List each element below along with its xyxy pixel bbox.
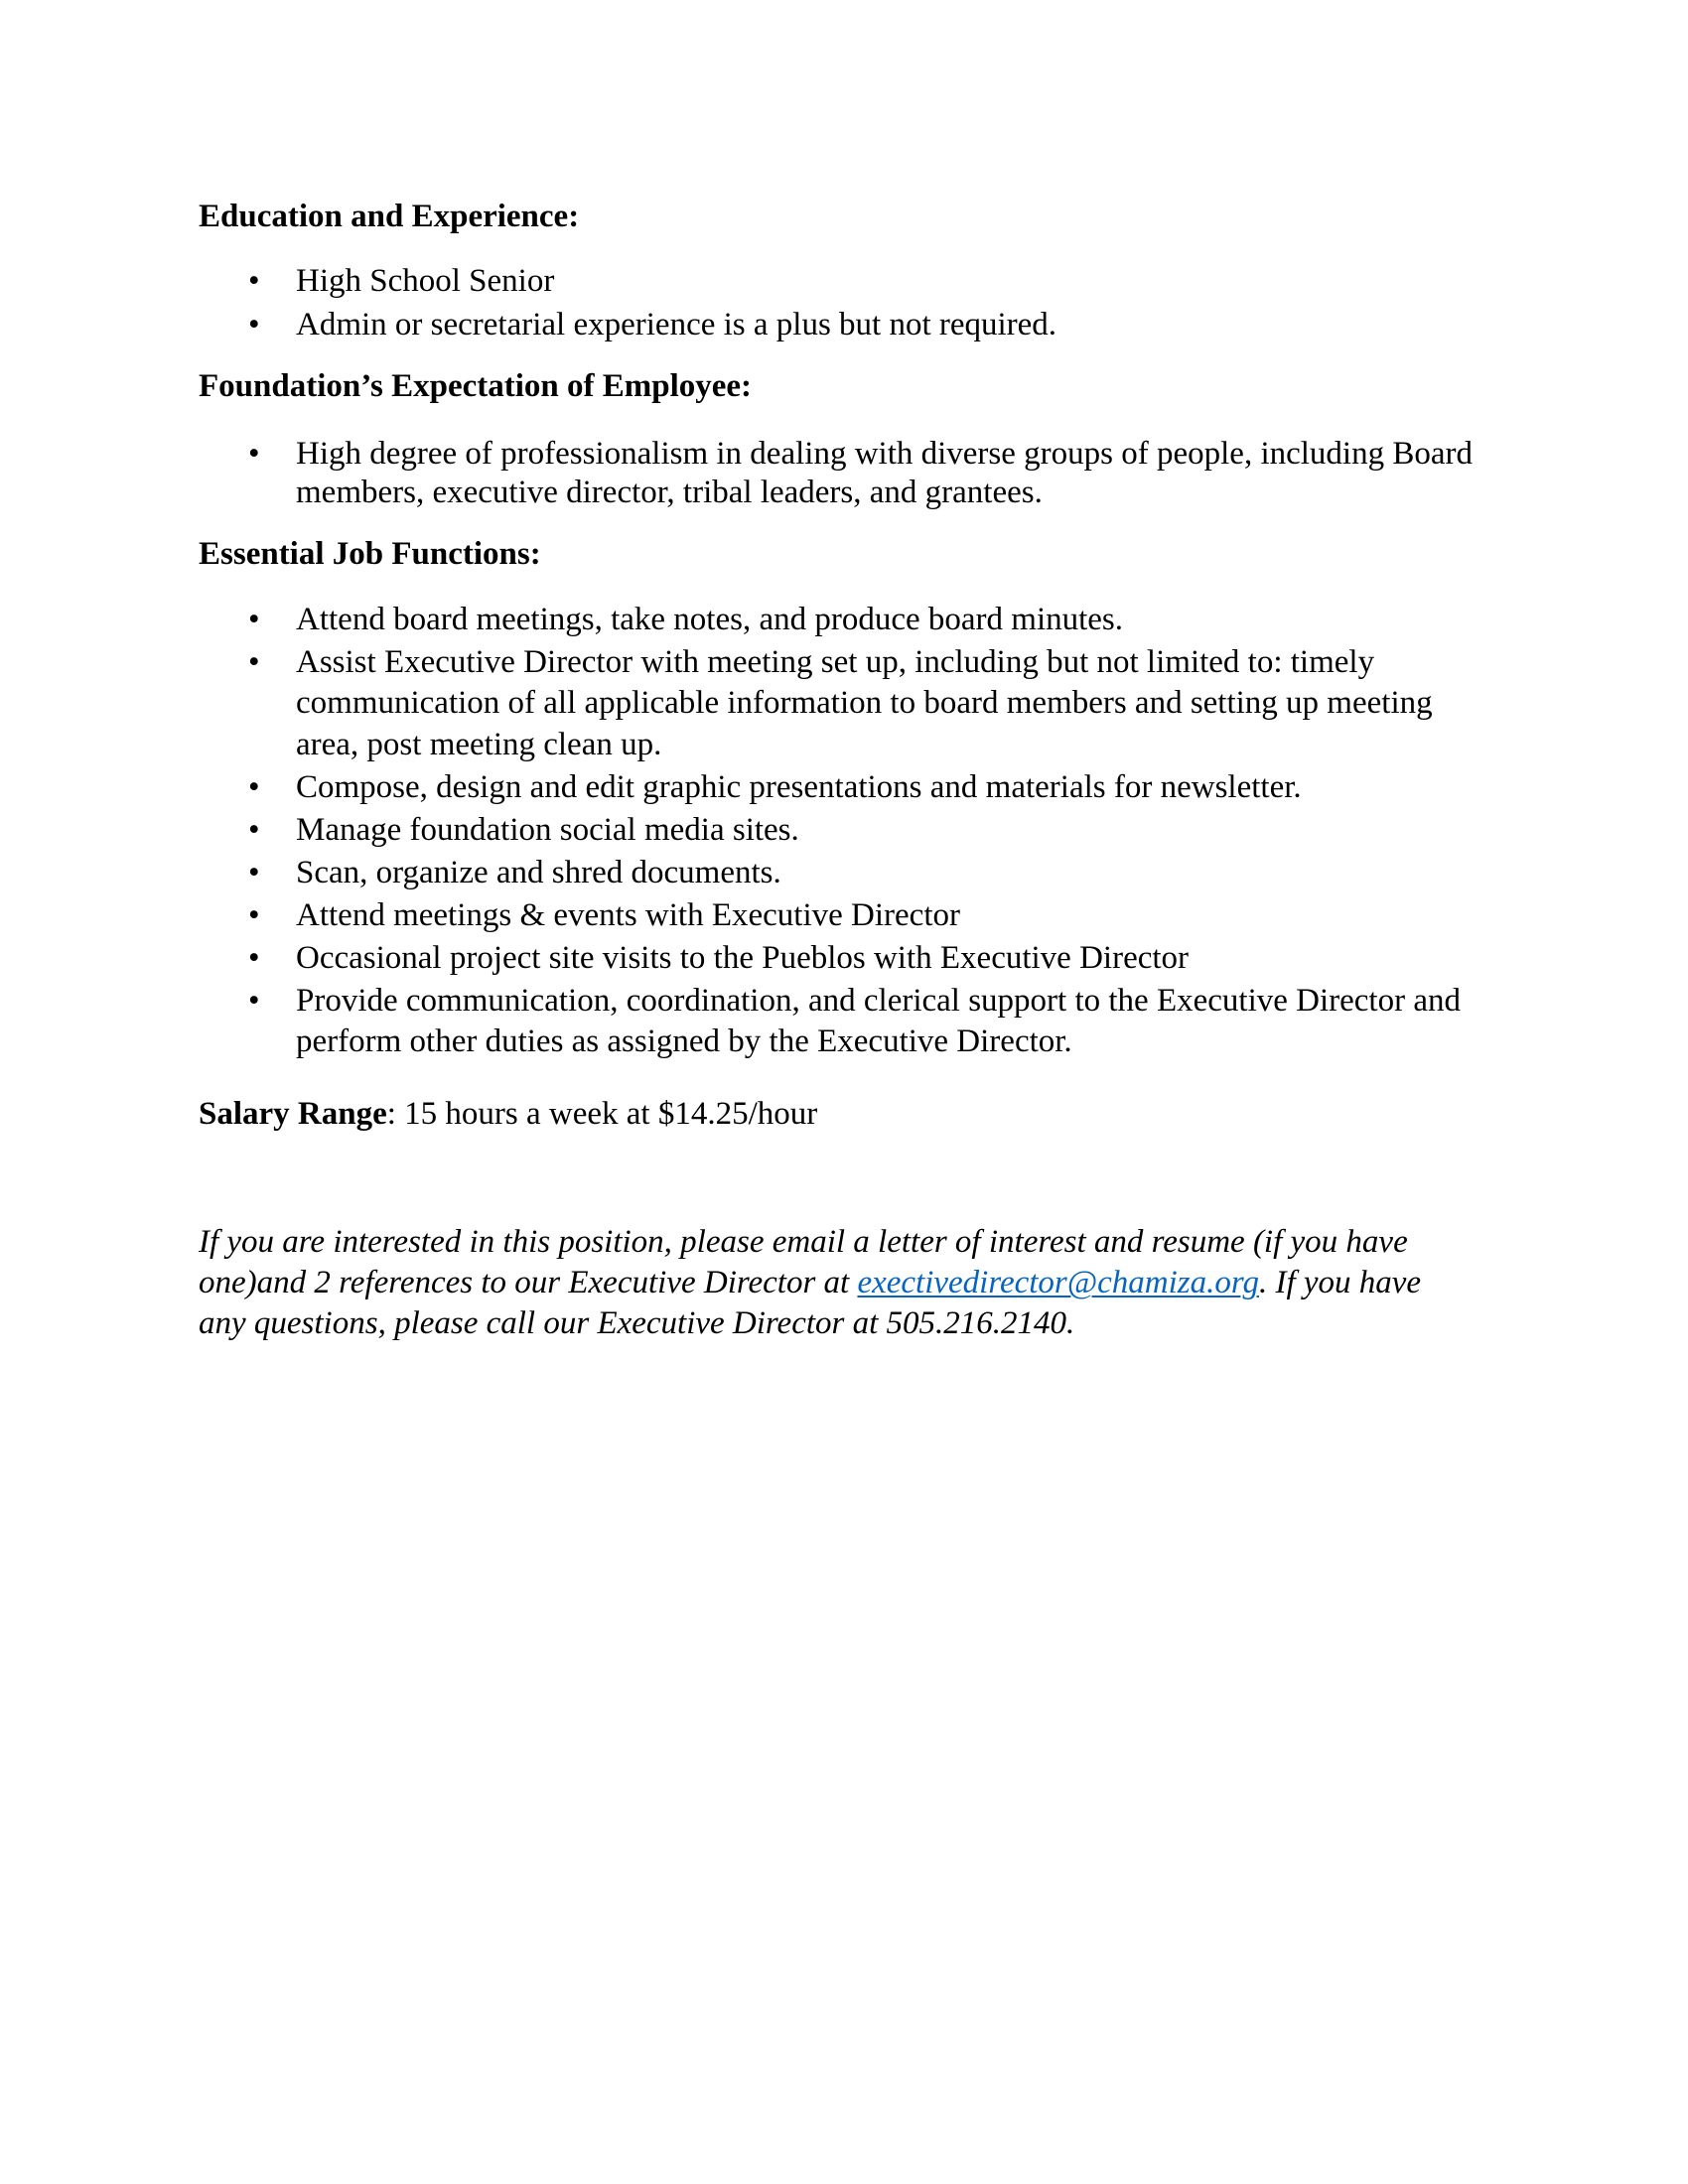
list-item: High School Senior — [296, 263, 555, 299]
bullet-icon: • — [248, 307, 260, 342]
list-item: Manage foundation social media sites. — [296, 812, 799, 848]
bullet-icon: • — [248, 940, 260, 976]
closing-line-2 — [199, 1265, 1421, 1301]
bullet-icon: • — [248, 983, 260, 1019]
list-item: Attend meetings & events with Executive Director — [296, 897, 960, 933]
list-item: Attend board meetings, take notes, and produce board minutes. — [296, 602, 1124, 637]
bullet-icon: • — [248, 602, 260, 637]
email-link[interactable]: exectivedirector@chamiza.org — [857, 1265, 1259, 1300]
closing-line-1: If you are interested in this position, please email a letter of interest and resume (if you have — [199, 1224, 1408, 1260]
list-item: High degree of professionalism in dealing with diverse groups of people, including Board — [296, 436, 1473, 472]
list-item-continuation: communication of all applicable information to board members and setting up meeting — [296, 685, 1433, 721]
closing-text: . If you have — [1258, 1265, 1422, 1300]
list-item: Scan, organize and shred documents. — [296, 855, 781, 890]
bullet-icon: • — [248, 897, 260, 933]
salary-label: Salary Range — [199, 1096, 387, 1132]
closing-text: one)and 2 references to our Executive Director at — [199, 1265, 858, 1300]
list-item-continuation: perform other duties as assigned by the Executive Director. — [296, 1024, 1072, 1059]
bullet-icon: • — [248, 855, 260, 890]
list-item-continuation: members, executive director, tribal leaders, and grantees. — [296, 475, 1043, 510]
functions-heading: Essential Job Functions: — [199, 536, 541, 572]
bullet-icon: • — [248, 263, 260, 299]
salary-value: : 15 hours a week at $14.25/hour — [386, 1096, 818, 1132]
list-item: Provide communication, coordination, and clerical support to the Executive Director and — [296, 983, 1461, 1019]
list-item: Admin or secretarial experience is a plus but not required. — [296, 307, 1057, 342]
list-item: Occasional project site visits to the Pueblos with Executive Director — [296, 940, 1190, 976]
list-item: Assist Executive Director with meeting set up, including but not limited to: timely — [296, 644, 1375, 680]
expectation-heading: Foundation’s Expectation of Employee: — [199, 368, 753, 404]
bullet-icon: • — [248, 769, 260, 805]
bullet-icon: • — [248, 812, 260, 848]
education-heading: Education and Experience: — [199, 199, 580, 234]
bullet-icon: • — [248, 644, 260, 680]
list-item: Compose, design and edit graphic presentations and materials for newsletter. — [296, 769, 1302, 805]
salary-line — [199, 1096, 817, 1133]
list-item-continuation: area, post meeting clean up. — [296, 727, 662, 762]
bullet-icon: • — [248, 436, 260, 472]
closing-line-3: any questions, please call our Executive Director at 505.216.2140. — [199, 1305, 1075, 1341]
